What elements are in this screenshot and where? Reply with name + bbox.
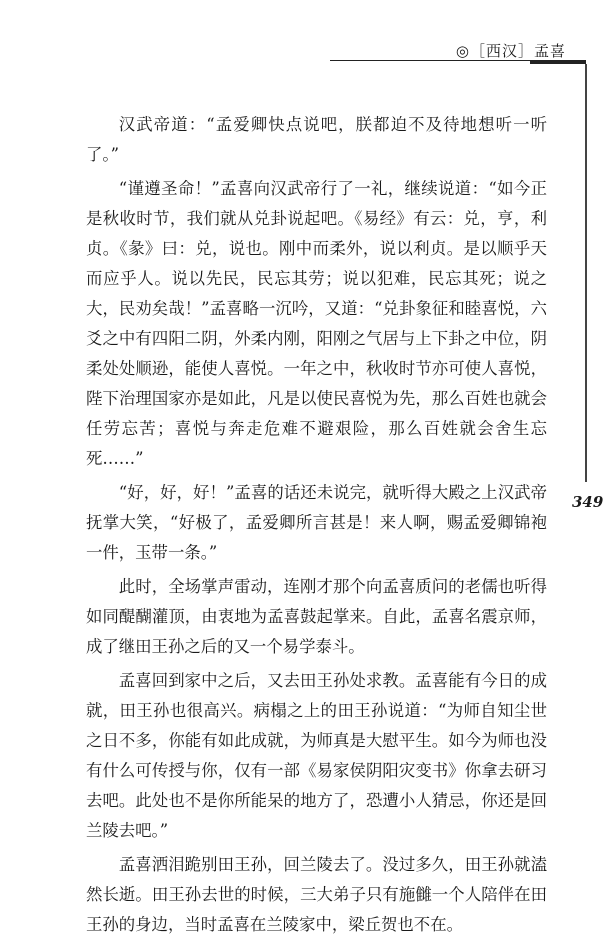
margin-rule	[585, 64, 587, 482]
paragraph: “谨遵圣命！”孟喜向汉武帝行了一礼，继续说道：“如今正是秋收时节，我们就从兑卦说起吧。《易经》有云：兑，亨，利贞。《彖》曰：兑，说也。刚中而柔外，说以利贞。是以顺乎天而应乎人。说以先民，民忘其劳；说以犯难，民忘其死；说之大，民劝矣哉！”孟喜略一沉吟，又道：“兑卦象征和睦喜悦，六爻之中有四阳二阴，外柔内刚，阳刚之气居与上下卦之中位，阴柔处处顺逊，能使人喜悦。一年之中，秋收时节亦可使人喜悦，陛下治理国家亦是如此，凡是以使民喜悦为先，那么百姓也就会任劳忘苦；喜悦与奔走危难不避艰险，那么百姓就会舍生忘死……”	[86, 179, 547, 468]
body-text	[86, 110, 547, 944]
page-number: 349	[572, 493, 604, 511]
paragraph: 汉武帝道：“孟爱卿快点说吧，朕都迫不及待地想听一听了。”	[86, 115, 547, 164]
paragraph: 此时，全场掌声雷动，连刚才那个向孟喜质问的老儒也听得如同醍醐灌顶，由衷地为孟喜鼓起掌来。自此，孟喜名震京师，成了继田王孙之后的又一个易学泰斗。	[86, 577, 547, 656]
running-header: ◎［西汉］孟喜	[455, 42, 566, 60]
paragraph: 孟喜洒泪跪别田王孙，回兰陵去了。没过多久，田王孙就溘然长逝。田王孙去世的时候，三大弟子只有施雠一个人陪伴在田王孙的身边，当时孟喜在兰陵家中，梁丘贺也不在。	[86, 855, 547, 934]
paragraph: 孟喜回到家中之后，又去田王孙处求教。孟喜能有今日的成就，田王孙也很高兴。病榻之上的田王孙说道：“为师自知尘世之日不多，你能有如此成就，为师真是大慰平生。如今为师也没有什么可传授与你，仅有一部《易家侯阴阳灾变书》你拿去研习去吧。此处也不是你所能呆的地方了，恐遭小人猜忌，你还是回兰陵去吧。”	[86, 671, 547, 840]
header-rule-accent	[530, 61, 586, 64]
paragraph: “好，好，好！”孟喜的话还未说完，就听得大殿之上汉武帝抚掌大笑，“好极了，孟爱卿所言甚是！来人啊，赐孟爱卿锦袍一件，玉带一条。”	[86, 483, 547, 562]
